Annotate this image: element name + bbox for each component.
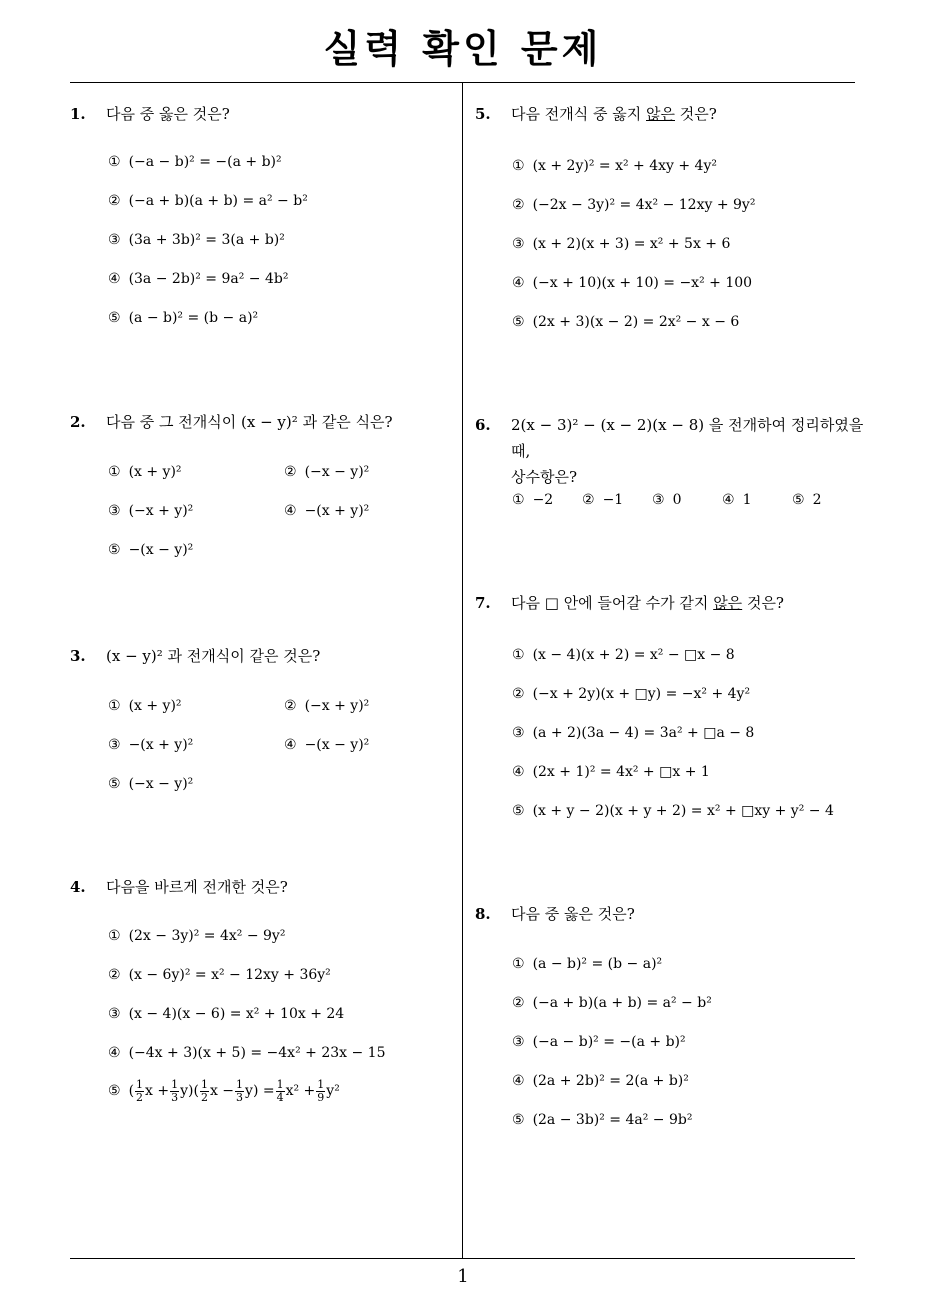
underlined-word: 않은	[713, 594, 743, 612]
option-4[interactable]: ④ (−4x + 3)(x + 5) = −4x² + 23x − 15	[108, 1045, 386, 1061]
option-2[interactable]: ② (−x − y)²	[284, 464, 370, 480]
option-3[interactable]: ③ (a + 2)(3a − 4) = 3a² + □a − 8	[512, 725, 755, 741]
fraction: $\frac{1}{2}$	[136, 1077, 144, 1104]
option-4[interactable]: ④ (3a − 2b)² = 9a² − 4b²	[108, 271, 289, 287]
question-2	[70, 409, 393, 435]
option-5[interactable]: ⑤ 2	[792, 492, 822, 508]
question-3	[70, 643, 320, 669]
option-3[interactable]: ③ (x − 4)(x − 6) = x² + 10x + 24	[108, 1006, 345, 1022]
question-number: 8.	[475, 905, 491, 923]
question-number: 3.	[70, 647, 86, 665]
question-number: 2.	[70, 413, 86, 431]
option-5[interactable]: ⑤ (2a − 3b)² = 4a² − 9b²	[512, 1112, 693, 1128]
option-1[interactable]: ① (a − b)² = (b − a)²	[512, 956, 663, 972]
option-4[interactable]: ④ (−x + 10)(x + 10) = −x² + 100	[512, 275, 753, 291]
question-number: 7.	[475, 594, 491, 612]
question-text: 다음을 바르게 전개한 것은?	[106, 878, 288, 896]
option-1[interactable]: ① (x + y)²	[108, 464, 182, 480]
question-5	[475, 101, 717, 127]
question-text: 2(x − 3)² − (x − 2)(x − 8) 을 전개하여 정리하였을 때, 상수항은?	[511, 416, 864, 486]
option-5[interactable]: ⑤ −(x − y)²	[108, 542, 194, 558]
question-text: 다음 중 그 전개식이 (x − y)² 과 같은 식은?	[106, 413, 393, 431]
option-2[interactable]: ② (−x + 2y)(x + □y) = −x² + 4y²	[512, 686, 751, 702]
option-4[interactable]: ④ −(x + y)²	[284, 503, 370, 519]
option-1[interactable]: ① (x + 2y)² = x² + 4xy + 4y²	[512, 158, 717, 174]
question-text: 다음 중 옳은 것은?	[511, 905, 635, 923]
fraction: $\frac{1}{4}$	[276, 1077, 284, 1104]
option-2[interactable]: ② (−a + b)(a + b) = a² − b²	[108, 193, 308, 209]
option-5[interactable]: ⑤ (−x − y)²	[108, 776, 194, 792]
question-number: 5.	[475, 105, 491, 123]
question-number: 4.	[70, 878, 86, 896]
question-number: 1.	[70, 105, 86, 123]
option-5[interactable]: ⑤ ( $\frac{1}{2}$ x + $\frac{1}{3}$ y)( $\frac{1}{2}$ x − $\frac{1}{3}$ y) = $\frac{1}{4}$ x² + $\frac{1}{9}$ y²	[108, 1077, 340, 1104]
option-5[interactable]: ⑤ (a − b)² = (b − a)²	[108, 310, 259, 326]
option-4[interactable]: ④ 1	[722, 492, 752, 508]
option-3[interactable]: ③ (x + 2)(x + 3) = x² + 5x + 6	[512, 236, 731, 252]
option-3[interactable]: ③ (−a − b)² = −(a + b)²	[512, 1034, 686, 1050]
bottom-divider	[70, 1258, 855, 1259]
option-3[interactable]: ③ (3a + 3b)² = 3(a + b)²	[108, 232, 285, 248]
page-number: 1	[457, 1266, 469, 1287]
fraction: $\frac{1}{9}$	[317, 1077, 325, 1104]
question-text: 다음 중 옳은 것은?	[106, 105, 230, 123]
option-2[interactable]: ② (−x + y)²	[284, 698, 370, 714]
option-2[interactable]: ② (−2x − 3y)² = 4x² − 12xy + 9y²	[512, 197, 756, 213]
question-8	[475, 901, 635, 927]
fraction: $\frac{1}{3}$	[236, 1077, 244, 1104]
question-text: 다음 □ 안에 들어갈 수가 같지 않은 것은?	[511, 594, 784, 612]
option-2[interactable]: ② (x − 6y)² = x² − 12xy + 36y²	[108, 967, 331, 983]
question-text: (x − y)² 과 전개식이 같은 것은?	[106, 647, 321, 665]
option-1[interactable]: ① (2x − 3y)² = 4x² − 9y²	[108, 928, 286, 944]
option-4[interactable]: ④ (2a + 2b)² = 2(a + b)²	[512, 1073, 689, 1089]
option-3[interactable]: ③ −(x + y)²	[108, 737, 194, 753]
column-divider	[462, 83, 463, 1259]
question-4	[70, 874, 288, 900]
option-1[interactable]: ① (x − 4)(x + 2) = x² − □x − 8	[512, 647, 735, 663]
question-text: 다음 전개식 중 옳지 않은 것은?	[511, 105, 717, 123]
option-5[interactable]: ⑤ (x + y − 2)(x + y + 2) = x² + □xy + y² − 4	[512, 803, 834, 819]
question-1	[70, 101, 230, 127]
option-1[interactable]: ① −2	[512, 492, 554, 508]
fraction: $\frac{1}{2}$	[200, 1077, 208, 1104]
fraction: $\frac{1}{3}$	[171, 1077, 179, 1104]
question-number: 6.	[475, 416, 491, 434]
option-3[interactable]: ③ 0	[652, 492, 682, 508]
question-6	[475, 412, 865, 490]
option-2[interactable]: ② (−a + b)(a + b) = a² − b²	[512, 995, 712, 1011]
option-3[interactable]: ③ (−x + y)²	[108, 503, 194, 519]
option-1[interactable]: ① (x + y)²	[108, 698, 182, 714]
question-7	[475, 590, 784, 616]
option-2[interactable]: ② −1	[582, 492, 624, 508]
option-1[interactable]: ① (−a − b)² = −(a + b)²	[108, 154, 282, 170]
option-4[interactable]: ④ (2x + 1)² = 4x² + □x + 1	[512, 764, 710, 780]
underlined-word: 않은	[646, 105, 675, 123]
page-title: 실력 확인 문제	[323, 27, 603, 71]
option-5[interactable]: ⑤ (2x + 3)(x − 2) = 2x² − x − 6	[512, 314, 740, 330]
option-4[interactable]: ④ −(x − y)²	[284, 737, 370, 753]
